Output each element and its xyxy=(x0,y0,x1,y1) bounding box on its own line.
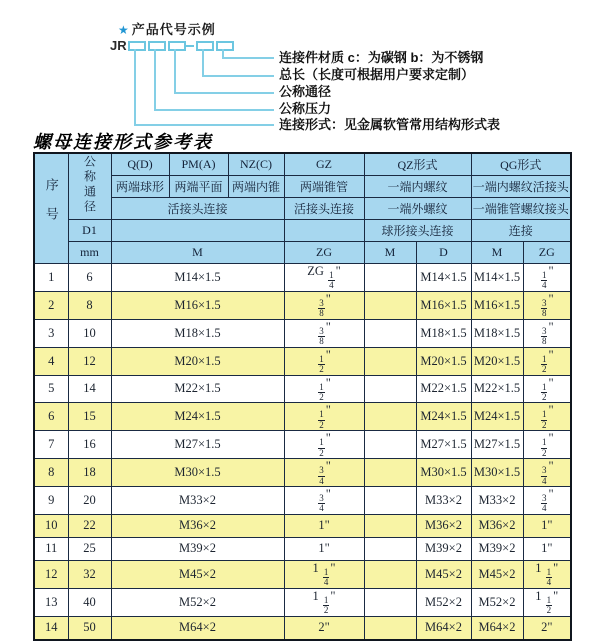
header-row-1 xyxy=(34,153,571,176)
cell-qg_zg: $\frac{3}{8}$ " xyxy=(523,319,571,347)
cell-qz_m xyxy=(364,459,416,487)
header-qg-m: M xyxy=(471,242,523,264)
cell-qz_d: M52×2 xyxy=(416,588,471,616)
cell-dn: 22 xyxy=(68,514,111,537)
leader-line-horizontal-1 xyxy=(222,57,274,59)
cell-qz_d: M39×2 xyxy=(416,537,471,560)
cell-no: 11 xyxy=(34,537,68,560)
diagram-label-length: 总长（长度可根据用户要求定制） xyxy=(279,67,475,82)
table-row xyxy=(34,487,571,515)
cell-m: M18×1.5 xyxy=(111,319,284,347)
cell-no: 6 xyxy=(34,403,68,431)
cell-dn: 18 xyxy=(68,459,111,487)
cell-qg_zg: $\frac{1}{2}$ " xyxy=(523,375,571,403)
cell-qz_d: M64×2 xyxy=(416,616,471,640)
code-box-5 xyxy=(216,41,234,51)
cell-gz: $\frac{1}{2}$ " xyxy=(284,403,364,431)
cell-m: M27×1.5 xyxy=(111,431,284,459)
cell-qg_m: M27×1.5 xyxy=(471,431,523,459)
cell-qz_m xyxy=(364,537,416,560)
header-qz: QZ形式 xyxy=(364,153,471,176)
table-row xyxy=(34,431,571,459)
cell-qg_m: M14×1.5 xyxy=(471,264,523,292)
cell-no: 12 xyxy=(34,560,68,588)
cell-qz_d: M45×2 xyxy=(416,560,471,588)
table-row xyxy=(34,375,571,403)
leader-line-vertical-4 xyxy=(202,49,204,76)
table-row xyxy=(34,291,571,319)
cell-m: M20×1.5 xyxy=(111,347,284,375)
cell-gz: 2" xyxy=(284,616,364,640)
table-row xyxy=(34,347,571,375)
code-box-4 xyxy=(196,41,214,51)
cell-qz_d: M24×1.5 xyxy=(416,403,471,431)
header-q-desc: 两端球形 xyxy=(111,176,169,198)
code-prefix: JR xyxy=(110,38,127,53)
cell-qg_m: M52×2 xyxy=(471,588,523,616)
header-nz: NZ(C) xyxy=(228,153,284,176)
cell-qg_zg: 1" xyxy=(523,537,571,560)
nut-connection-table xyxy=(33,152,572,641)
table-row xyxy=(34,616,571,640)
cell-no: 9 xyxy=(34,487,68,515)
cell-qg_m: M64×2 xyxy=(471,616,523,640)
cell-qg_m: M22×1.5 xyxy=(471,375,523,403)
cell-dn: 14 xyxy=(68,375,111,403)
cell-qz_m xyxy=(364,375,416,403)
leader-line-vertical-3 xyxy=(174,49,176,93)
diagram-label-material: 连接件材质 c：为碳钢 b：为不锈钢 xyxy=(279,50,484,65)
cell-qg_m: M39×2 xyxy=(471,537,523,560)
cell-dn: 8 xyxy=(68,291,111,319)
cell-qg_zg: 1" xyxy=(523,514,571,537)
header-qg-connection: 连接 xyxy=(471,220,571,242)
cell-qz_m xyxy=(364,291,416,319)
cell-no: 5 xyxy=(34,375,68,403)
header-gz: GZ xyxy=(284,153,364,176)
header-qg-desc1: 一端内螺纹活接头 xyxy=(471,176,571,198)
header-row-2 xyxy=(34,176,571,198)
cell-no: 13 xyxy=(34,588,68,616)
cell-qz_m xyxy=(364,347,416,375)
header-blank-1 xyxy=(111,220,284,242)
cell-dn: 32 xyxy=(68,560,111,588)
cell-dn: 10 xyxy=(68,319,111,347)
cell-qg_m: M33×2 xyxy=(471,487,523,515)
header-nominal-diameter: 公称通径 xyxy=(68,153,111,220)
cell-no: 10 xyxy=(34,514,68,537)
cell-qz_d: M20×1.5 xyxy=(416,347,471,375)
table-row xyxy=(34,514,571,537)
cell-gz: $\frac{1}{2}$ " xyxy=(284,347,364,375)
cell-qz_m xyxy=(364,616,416,640)
header-qz-d: D xyxy=(416,242,471,264)
cell-no: 1 xyxy=(34,264,68,292)
header-gz-desc: 两端锥管 xyxy=(284,176,364,198)
header-pm-desc: 两端平面 xyxy=(169,176,228,198)
cell-qz_m xyxy=(364,319,416,347)
cell-gz: $\frac{1}{2}$ " xyxy=(284,431,364,459)
table-title: 螺母连接形式参考表 xyxy=(33,132,213,153)
diagram-label-diameter: 公称通径 xyxy=(279,84,332,99)
cell-dn: 50 xyxy=(68,616,111,640)
cell-gz: 1" xyxy=(284,514,364,537)
cell-qg_zg: 1 $\frac{1}{4}$ " xyxy=(523,560,571,588)
header-gz-connection: 活接头连接 xyxy=(284,198,364,220)
cell-qz_d: M30×1.5 xyxy=(416,459,471,487)
cell-gz: 1" xyxy=(284,537,364,560)
cell-m: M64×2 xyxy=(111,616,284,640)
cell-qz_d: M36×2 xyxy=(416,514,471,537)
header-qz-desc2: 一端外螺纹 xyxy=(364,198,471,220)
code-box-2 xyxy=(148,41,166,51)
cell-m: M24×1.5 xyxy=(111,403,284,431)
leader-line-horizontal-2 xyxy=(202,75,274,77)
cell-dn: 20 xyxy=(68,487,111,515)
leader-line-horizontal-3 xyxy=(174,92,274,94)
cell-qz_m xyxy=(364,264,416,292)
header-qg-zg: ZG xyxy=(523,242,571,264)
cell-gz: ZG $\frac{1}{4}$ " xyxy=(284,264,364,292)
table-row xyxy=(34,319,571,347)
header-serial: 序号 xyxy=(34,153,68,264)
header-qg: QG形式 xyxy=(471,153,571,176)
header-pm: PM(A) xyxy=(169,153,228,176)
cell-qz_d: M33×2 xyxy=(416,487,471,515)
header-qz-m: M xyxy=(364,242,416,264)
cell-dn: 15 xyxy=(68,403,111,431)
header-q: Q(D) xyxy=(111,153,169,176)
header-union-connection: 活接头连接 xyxy=(111,198,284,220)
cell-qz_d: M18×1.5 xyxy=(416,319,471,347)
header-qg-desc2: 一端锥管螺纹接头 xyxy=(471,198,571,220)
cell-no: 14 xyxy=(34,616,68,640)
cell-m: M22×1.5 xyxy=(111,375,284,403)
cell-qg_m: M18×1.5 xyxy=(471,319,523,347)
table-body xyxy=(34,264,571,640)
header-blank-2 xyxy=(284,220,364,242)
cell-qg_m: M30×1.5 xyxy=(471,459,523,487)
table-row xyxy=(34,588,571,616)
header-m: M xyxy=(111,242,284,264)
cell-qg_m: M36×2 xyxy=(471,514,523,537)
cell-m: M30×1.5 xyxy=(111,459,284,487)
cell-gz: 1 $\frac{1}{2}$ " xyxy=(284,588,364,616)
header-row-5 xyxy=(34,242,571,264)
cell-m: M52×2 xyxy=(111,588,284,616)
cell-qz_d: M27×1.5 xyxy=(416,431,471,459)
cell-m: M33×2 xyxy=(111,487,284,515)
cell-dn: 16 xyxy=(68,431,111,459)
cell-m: M14×1.5 xyxy=(111,264,284,292)
cell-qz_d: M22×1.5 xyxy=(416,375,471,403)
cell-qg_zg: $\frac{1}{4}$ " xyxy=(523,264,571,292)
cell-no: 7 xyxy=(34,431,68,459)
cell-qg_zg: $\frac{3}{8}$ " xyxy=(523,291,571,319)
diagram-label-pressure: 公称压力 xyxy=(279,101,332,116)
cell-gz: $\frac{3}{8}$ " xyxy=(284,291,364,319)
cell-no: 8 xyxy=(34,459,68,487)
diagram-label-connection: 连接形式：见金属软管常用结构形式表 xyxy=(279,117,501,132)
header-mm: mm xyxy=(68,242,111,264)
cell-qg_m: M16×1.5 xyxy=(471,291,523,319)
cell-qz_m xyxy=(364,514,416,537)
cell-qz_d: M16×1.5 xyxy=(416,291,471,319)
cell-qg_zg: $\frac{3}{4}$ " xyxy=(523,459,571,487)
header-qz-desc1: 一端内螺纹 xyxy=(364,176,471,198)
header-d1: D1 xyxy=(68,220,111,242)
table-row xyxy=(34,537,571,560)
cell-gz: 1 $\frac{1}{4}$ " xyxy=(284,560,364,588)
star-icon: ★ xyxy=(118,23,130,37)
cell-qg_zg: $\frac{3}{4}$ " xyxy=(523,487,571,515)
cell-qg_m: M20×1.5 xyxy=(471,347,523,375)
cell-no: 2 xyxy=(34,291,68,319)
cell-gz: $\frac{3}{4}$ " xyxy=(284,487,364,515)
cell-qg_m: M45×2 xyxy=(471,560,523,588)
diagram-title xyxy=(118,19,216,38)
cell-qg_zg: $\frac{1}{2}$ " xyxy=(523,403,571,431)
cell-qg_zg: 2" xyxy=(523,616,571,640)
code-box-1 xyxy=(128,41,146,51)
table-row xyxy=(34,264,571,292)
leader-line-horizontal-5 xyxy=(134,124,274,126)
cell-gz: $\frac{3}{8}$ " xyxy=(284,319,364,347)
cell-qz_m xyxy=(364,560,416,588)
cell-m: M36×2 xyxy=(111,514,284,537)
header-qz-connection: 球形接头连接 xyxy=(364,220,471,242)
cell-no: 3 xyxy=(34,319,68,347)
cell-gz: $\frac{3}{4}$ " xyxy=(284,459,364,487)
header-zg: ZG xyxy=(284,242,364,264)
header-nz-desc: 两端内锥 xyxy=(228,176,284,198)
cell-m: M16×1.5 xyxy=(111,291,284,319)
cell-qg_zg: $\frac{1}{2}$ " xyxy=(523,347,571,375)
cell-qg_m: M24×1.5 xyxy=(471,403,523,431)
cell-no: 4 xyxy=(34,347,68,375)
code-dash xyxy=(184,45,194,47)
table-row xyxy=(34,560,571,588)
cell-m: M45×2 xyxy=(111,560,284,588)
leader-line-vertical-2 xyxy=(154,49,156,110)
cell-dn: 40 xyxy=(68,588,111,616)
table-row xyxy=(34,459,571,487)
cell-qz_d: M14×1.5 xyxy=(416,264,471,292)
header-row-4 xyxy=(34,220,571,242)
cell-dn: 25 xyxy=(68,537,111,560)
cell-dn: 12 xyxy=(68,347,111,375)
diagram-title-text: 产品代号示例 xyxy=(131,22,216,37)
cell-qz_m xyxy=(364,403,416,431)
cell-qg_zg: $\frac{1}{2}$ " xyxy=(523,431,571,459)
leader-line-vertical-1 xyxy=(134,49,136,126)
leader-line-horizontal-4 xyxy=(154,109,274,111)
cell-m: M39×2 xyxy=(111,537,284,560)
cell-qz_m xyxy=(364,431,416,459)
cell-qz_m xyxy=(364,487,416,515)
header-row-3 xyxy=(34,198,571,220)
table-row xyxy=(34,403,571,431)
cell-gz: $\frac{1}{2}$ " xyxy=(284,375,364,403)
cell-qz_m xyxy=(364,588,416,616)
cell-qg_zg: 1 $\frac{1}{2}$ " xyxy=(523,588,571,616)
cell-dn: 6 xyxy=(68,264,111,292)
